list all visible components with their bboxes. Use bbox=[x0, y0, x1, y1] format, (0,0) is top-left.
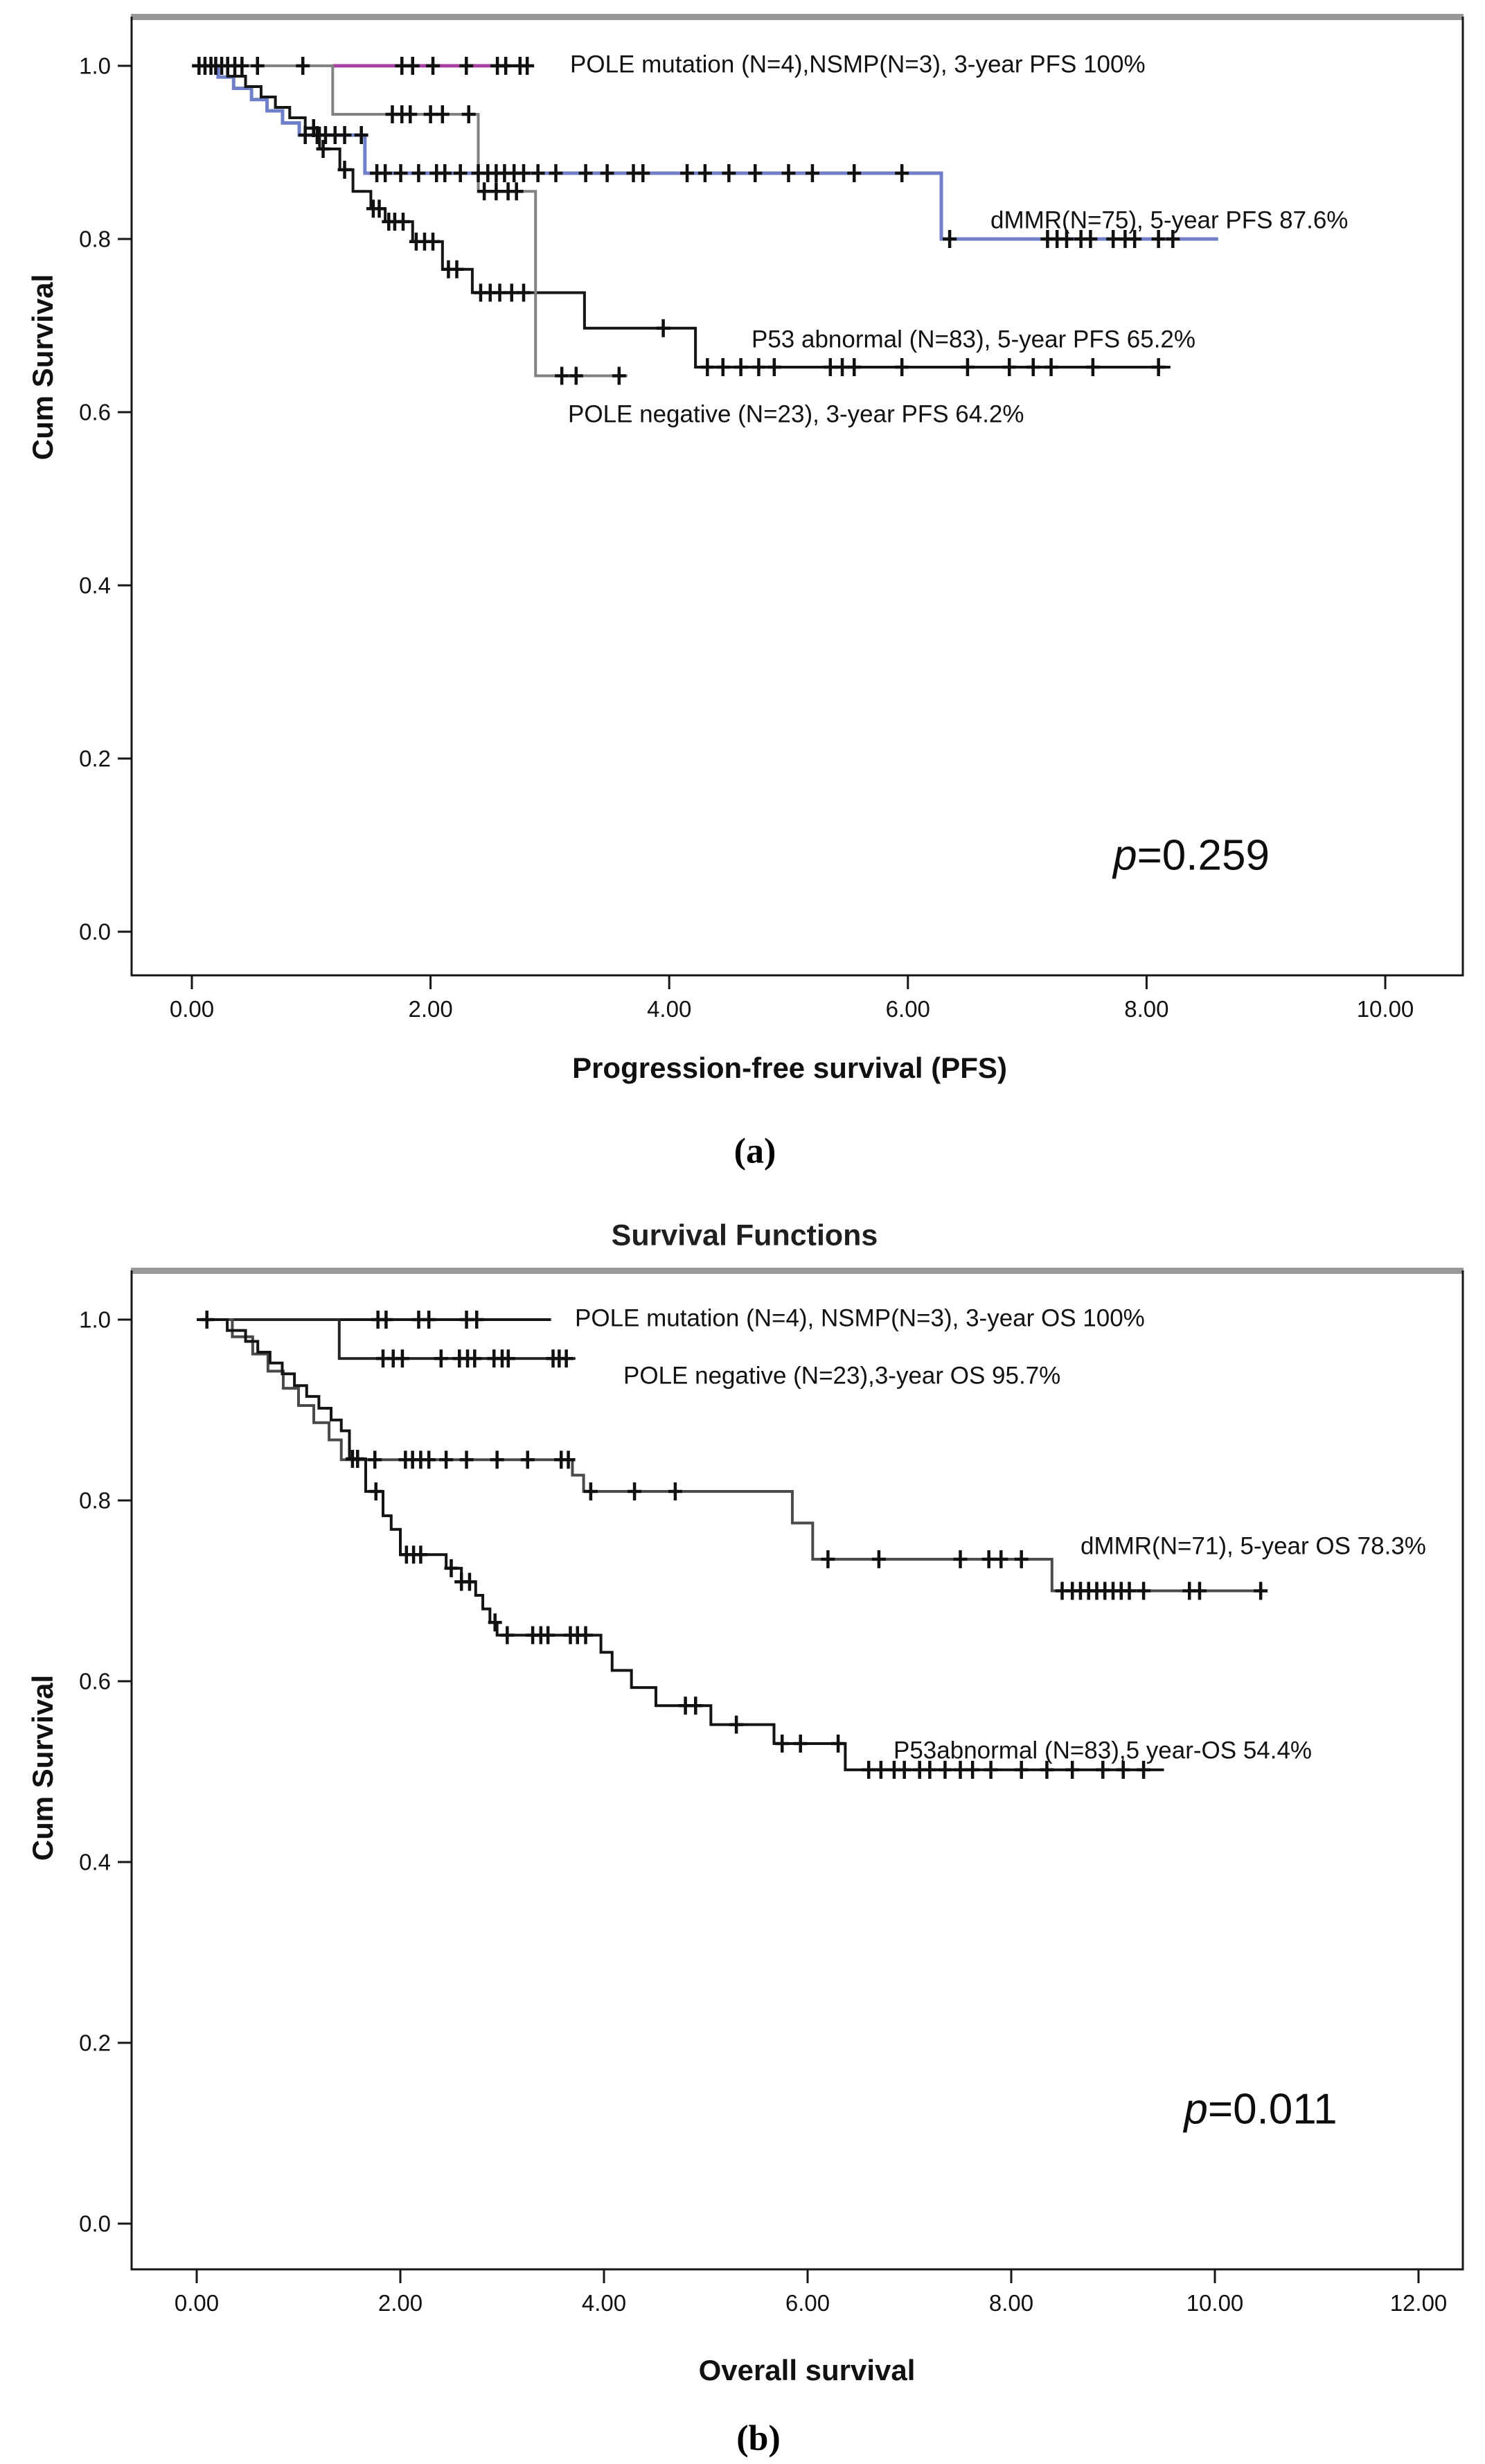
censor-mark-p53-abnormal-b bbox=[414, 1545, 427, 1563]
curve-annotation: POLE negative (N=23), 3-year PFS 64.2% bbox=[568, 400, 1024, 428]
censor-mark-dmmr bbox=[806, 164, 819, 182]
censor-mark-nsmp-pole-mutation-black bbox=[406, 57, 420, 75]
censor-mark-dmmr bbox=[394, 164, 408, 182]
p-value-text: =0.011 bbox=[1207, 2085, 1337, 2134]
curve-annotation: POLE negative (N=23),3-year OS 95.7% bbox=[623, 1362, 1061, 1390]
censor-mark-p53-abnormal-b bbox=[541, 1626, 555, 1644]
x-tick-label: 2.00 bbox=[377, 2290, 423, 2316]
y-tick-label: 0.4 bbox=[79, 1849, 111, 1875]
panel-a-xaxis-label: Progression-free survival (PFS) bbox=[572, 1052, 1007, 1084]
y-tick-label: 1.0 bbox=[79, 1306, 111, 1333]
censor-mark-p53-abnormal bbox=[734, 358, 748, 376]
censor-mark-dmmr bbox=[636, 164, 650, 182]
x-tick-label: 4.00 bbox=[647, 996, 692, 1022]
censor-mark-p53-abnormal bbox=[426, 233, 440, 251]
censor-mark-p53-abnormal bbox=[505, 284, 519, 302]
panel-a-yaxis-label: Cum Survival bbox=[26, 274, 59, 461]
censor-mark-p53-abnormal bbox=[700, 358, 714, 376]
panel-b-caption: (b) bbox=[736, 2418, 781, 2458]
censor-mark-dmmr bbox=[722, 164, 736, 182]
censor-mark-dmmr bbox=[378, 164, 392, 182]
p-value-text: =0.259 bbox=[1137, 831, 1270, 880]
censor-mark-dmmr-b bbox=[460, 1451, 474, 1469]
panel-b-p-value bbox=[1184, 2085, 1337, 2134]
plot-top-border-bar bbox=[131, 1268, 1464, 1274]
censor-mark-dmmr-b bbox=[1123, 1582, 1137, 1600]
censor-mark-pole-negative bbox=[555, 367, 569, 385]
x-tick-label: 0.00 bbox=[174, 2290, 220, 2316]
censor-mark-dmmr bbox=[943, 230, 957, 248]
censor-mark-nsmp-pole-mutation-black bbox=[426, 57, 440, 75]
censor-mark-dmmr-b bbox=[368, 1451, 382, 1469]
censor-mark-dmmr-b bbox=[994, 1550, 1008, 1568]
censor-mark-p53-abnormal-b bbox=[874, 1761, 888, 1779]
censor-mark-p53-abnormal bbox=[1026, 358, 1040, 376]
censor-mark-nsmp-pole-mutation-b bbox=[470, 1311, 483, 1329]
y-tick-label: 0.8 bbox=[79, 226, 111, 252]
curve-annotation: P53abnormal (N=83),5 year-OS 54.4% bbox=[893, 1737, 1313, 1764]
censor-mark-dmmr-b bbox=[1193, 1582, 1207, 1600]
censor-mark-p53-abnormal bbox=[767, 358, 781, 376]
censor-mark-p53-abnormal bbox=[847, 358, 861, 376]
y-tick-label: 0.2 bbox=[79, 745, 111, 772]
censor-mark-pole-negative bbox=[510, 182, 524, 200]
censor-mark-nsmp-pole-mutation-b bbox=[422, 1311, 436, 1329]
censor-mark-pole-negative bbox=[489, 182, 503, 200]
censor-mark-nsmp-pole-mutation-black bbox=[499, 57, 513, 75]
x-tick-label: 4.00 bbox=[581, 2290, 627, 2316]
x-tick-label: 10.00 bbox=[1186, 2290, 1244, 2316]
curve-annotation: P53 abnormal (N=83), 5-year PFS 65.2% bbox=[752, 326, 1196, 353]
censor-mark-p53-abnormal-b bbox=[862, 1761, 875, 1779]
censor-mark-pole-negative-b bbox=[434, 1349, 448, 1367]
censor-mark-p53-abnormal bbox=[824, 358, 837, 376]
censor-mark-dmmr-b bbox=[1015, 1550, 1029, 1568]
censor-mark-p53-abnormal-b bbox=[794, 1735, 808, 1753]
censor-mark-dmmr-b bbox=[490, 1451, 504, 1469]
censor-mark-p53-abnormal-b bbox=[729, 1716, 743, 1734]
curve-annotation: dMMR(N=71), 5-year OS 78.3% bbox=[1081, 1532, 1426, 1560]
censor-mark-p53-abnormal bbox=[493, 284, 507, 302]
censor-mark-dmmr-b bbox=[422, 1451, 436, 1469]
censor-mark-dmmr-b bbox=[954, 1550, 968, 1568]
censor-mark-dmmr-b bbox=[439, 1451, 453, 1469]
censor-mark-pole-negative-b bbox=[395, 1349, 409, 1367]
censor-mark-p53-abnormal-b bbox=[688, 1696, 702, 1714]
censor-mark-dmmr bbox=[549, 164, 563, 182]
censor-mark-dmmr bbox=[698, 164, 712, 182]
censor-mark-dmmr-b bbox=[628, 1482, 641, 1500]
censor-mark-dmmr bbox=[531, 164, 545, 182]
censor-mark-p53-abnormal bbox=[1002, 358, 1016, 376]
curve-annotation: dMMR(N=75), 5-year PFS 87.6% bbox=[990, 206, 1349, 234]
censor-mark-dmmr bbox=[895, 164, 909, 182]
censor-mark-pole-negative bbox=[612, 367, 626, 385]
censor-mark-pole-negative-b bbox=[468, 1349, 481, 1367]
censor-mark-pole-negative bbox=[462, 105, 476, 123]
censor-mark-p53-abnormal bbox=[752, 358, 765, 376]
censor-mark-p53-abnormal bbox=[961, 358, 975, 376]
y-tick-label: 0.0 bbox=[79, 2210, 111, 2237]
censor-mark-nsmp-pole-mutation-b bbox=[379, 1311, 393, 1329]
x-tick-label: 0.00 bbox=[169, 996, 215, 1022]
censor-mark-nsmp-pole-mutation-black bbox=[251, 57, 265, 75]
censor-mark-p53-abnormal-b bbox=[369, 1482, 383, 1500]
y-tick-label: 0.2 bbox=[79, 2030, 111, 2056]
censor-mark-nsmp-pole-mutation-black bbox=[235, 57, 249, 75]
y-tick-label: 1.0 bbox=[79, 53, 111, 79]
censor-mark-dmmr-b bbox=[1137, 1582, 1150, 1600]
curve-annotation: POLE mutation (N=4), NSMP(N=3), 3-year OS 100% bbox=[575, 1304, 1145, 1332]
censor-mark-p53-abnormal bbox=[1044, 358, 1058, 376]
censor-mark-dmmr-b bbox=[872, 1550, 886, 1568]
censor-mark-dmmr bbox=[411, 164, 425, 182]
censor-mark-dmmr-b bbox=[521, 1451, 535, 1469]
censor-mark-nsmp-pole-mutation-black bbox=[520, 57, 534, 75]
censor-mark-dmmr bbox=[517, 164, 531, 182]
panel-a-p-value bbox=[1113, 831, 1270, 880]
panel-a-caption: (a) bbox=[733, 1131, 776, 1171]
censor-mark-dmmr bbox=[438, 164, 452, 182]
censor-mark-dmmr bbox=[579, 164, 593, 182]
censor-mark-p53-abnormal bbox=[657, 319, 670, 337]
censor-mark-dmmr bbox=[782, 164, 796, 182]
y-tick-label: 0.6 bbox=[79, 399, 111, 425]
plot-top-border-bar bbox=[131, 14, 1464, 20]
x-tick-label: 12.00 bbox=[1389, 2290, 1448, 2316]
x-tick-label: 6.00 bbox=[785, 2290, 830, 2316]
censor-mark-nsmp-pole-mutation-b bbox=[200, 1311, 214, 1329]
censor-mark-dmmr bbox=[601, 164, 614, 182]
censor-mark-pole-negative bbox=[569, 367, 583, 385]
censor-mark-dmmr-b bbox=[584, 1482, 598, 1500]
censor-mark-dmmr bbox=[454, 164, 468, 182]
censor-mark-p53-abnormal bbox=[450, 260, 464, 278]
censor-mark-dmmr bbox=[847, 164, 861, 182]
x-tick-label: 2.00 bbox=[408, 996, 453, 1022]
censor-mark-p53-abnormal-b bbox=[500, 1626, 514, 1644]
censor-mark-dmmr bbox=[338, 126, 352, 144]
censor-mark-pole-negative bbox=[424, 105, 438, 123]
censor-mark-dmmr bbox=[680, 164, 694, 182]
y-tick-label: 0.4 bbox=[79, 572, 111, 599]
y-tick-label: 0.0 bbox=[79, 919, 111, 945]
y-tick-label: 0.8 bbox=[79, 1487, 111, 1514]
censor-mark-p53-abnormal bbox=[1152, 358, 1166, 376]
panel-b-yaxis-label: Cum Survival bbox=[26, 1674, 59, 1861]
censor-mark-nsmp-pole-mutation-black bbox=[459, 57, 473, 75]
curve-annotation: POLE mutation (N=4),NSMP(N=3), 3-year PFS 100% bbox=[570, 51, 1146, 78]
p-symbol: p bbox=[1113, 831, 1137, 880]
panel-b-title: Survival Functions bbox=[611, 1218, 878, 1252]
x-tick-label: 10.00 bbox=[1356, 996, 1414, 1022]
x-tick-label: 8.00 bbox=[988, 2290, 1034, 2316]
x-tick-label: 6.00 bbox=[885, 996, 930, 1022]
censor-mark-p53-abnormal-b bbox=[775, 1735, 789, 1753]
censor-mark-p53-abnormal bbox=[716, 358, 730, 376]
censor-mark-p53-abnormal bbox=[895, 358, 909, 376]
censor-mark-p53-abnormal bbox=[835, 358, 849, 376]
censor-mark-nsmp-pole-mutation-black bbox=[296, 57, 310, 75]
censor-mark-pole-negative-b bbox=[560, 1349, 573, 1367]
censor-mark-p53-abnormal-b bbox=[579, 1626, 593, 1644]
p-symbol: p bbox=[1184, 2085, 1208, 2134]
censor-mark-dmmr-b bbox=[821, 1550, 835, 1568]
censor-mark-p53-abnormal-b bbox=[831, 1735, 845, 1753]
censor-mark-pole-negative bbox=[436, 105, 450, 123]
censor-mark-dmmr-b bbox=[1254, 1582, 1268, 1600]
censor-mark-dmmr-b bbox=[982, 1550, 996, 1568]
y-tick-label: 0.6 bbox=[79, 1668, 111, 1694]
panel-b bbox=[79, 1268, 1464, 2316]
censor-mark-dmmr bbox=[748, 164, 762, 182]
censor-mark-dmmr-b bbox=[668, 1482, 682, 1500]
panel-b-xaxis-label: Overall survival bbox=[698, 2354, 916, 2386]
censor-mark-p53-abnormal bbox=[1086, 358, 1100, 376]
censor-mark-p53-abnormal bbox=[396, 213, 410, 231]
x-tick-label: 8.00 bbox=[1124, 996, 1169, 1022]
censor-mark-p53-abnormal bbox=[517, 284, 531, 302]
censor-mark-pole-negative bbox=[403, 105, 417, 123]
